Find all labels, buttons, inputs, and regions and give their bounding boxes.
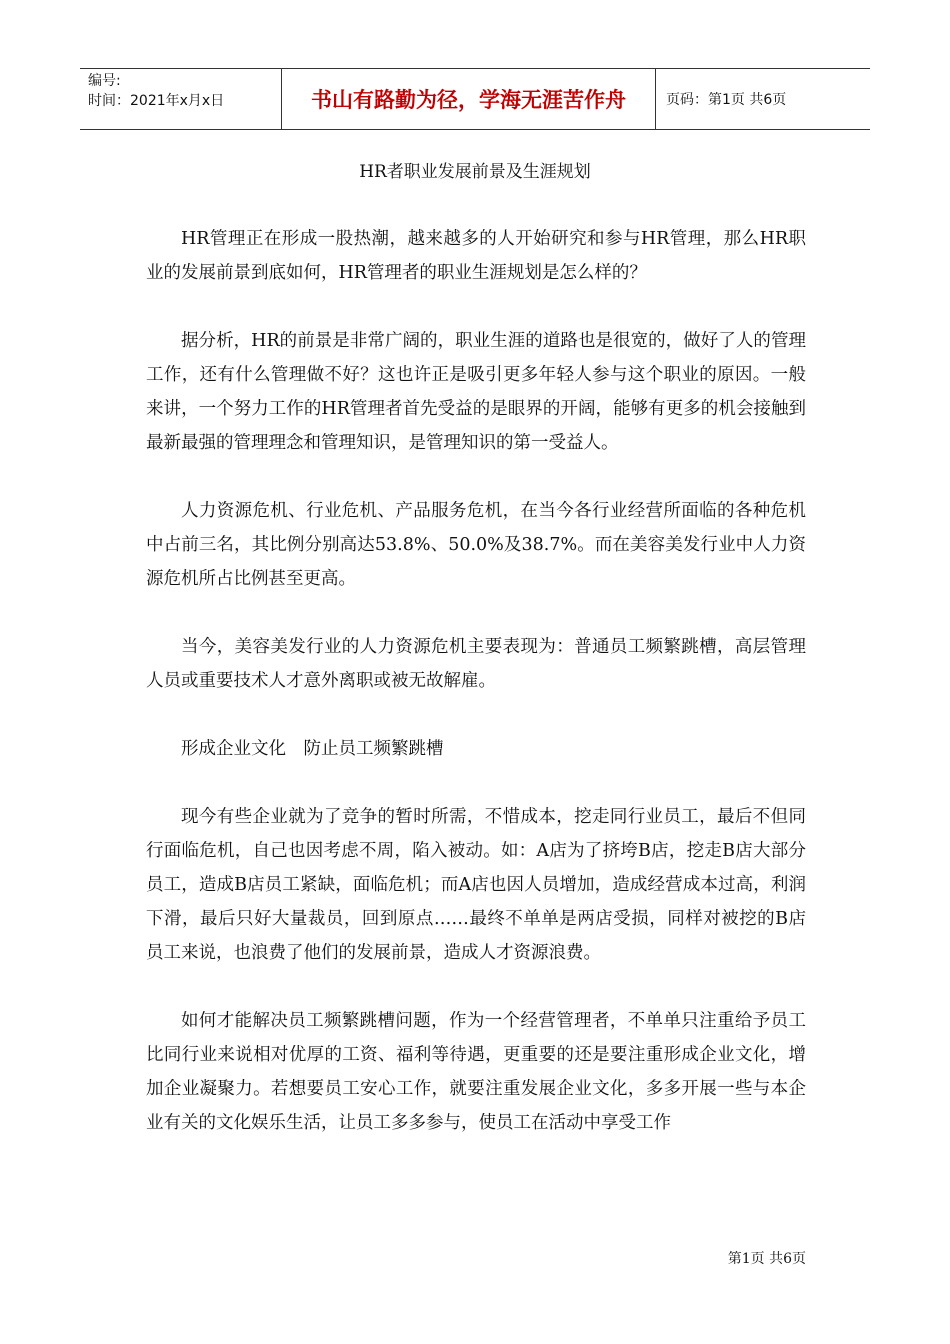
number-label: 编号: <box>88 73 121 89</box>
page-footer: 第1页 共6页 <box>727 1251 806 1267</box>
paragraph: 据分析，HR的前景是非常广阔的，职业生涯的道路也是很宽的，做好了人的管理工作，还有什么管理做不好？这也许正是吸引更多年轻人参与这个职业的原因。一般来讲，一个努力工作的HR管理者首先受益的是眼界的开阔，能够有更多的机会接触到最新最强的管理理念和管理知识，是管理知识的第一受益人。 <box>146 331 806 453</box>
paragraph: 现今有些企业就为了竞争的暂时所需，不惜成本，挖走同行业员工，最后不但同行面临危机，自己也因考虑不周，陷入被动。如：A店为了挤垮B店，挖走B店大部分员工，造成B店员工紧缺，面临危机；而A店也因人员增加，造成经营成本过高，利润下滑，最后只好大量裁员，回到原点……最终不单单是两店受损，同样对被挖的B店员工来说，也浪费了他们的发展前景，造成人才资源浪费。 <box>146 807 806 963</box>
paragraph: 当今，美容美发行业的人力资源危机主要表现为：普通员工频繁跳槽，高层管理人员或重要技术人才意外离职或被无故解雇。 <box>146 637 806 691</box>
document-title: HR者职业发展前景及生涯规划 <box>359 162 591 182</box>
section-heading: 形成企业文化 防止员工频繁跳槽 <box>181 739 444 759</box>
paragraph: 如何才能解决员工频繁跳槽问题，作为一个经营管理者，不单单只注重给予员工比同行业来说相对优厚的工资、福利等待遇，更重要的还是要注重形成企业文化，增加企业凝聚力。若想要员工安心工作，就要注重发展企业文化，多多开展一些与本企业有关的文化娱乐生活，让员工多多参与，使员工在活动中享受工作 <box>146 1011 806 1133</box>
paragraph: 人力资源危机、行业危机、产品服务危机，在当今各行业经营所面临的各种危机中占前三名，其比例分别高达53.8%、50.0%及38.7%。而在美容美发行业中人力资源危机所占比例甚至更高。 <box>146 501 806 589</box>
document-body <box>146 222 806 1174</box>
document-header <box>80 68 870 130</box>
header-page-info: 页码：第1页 共6页 <box>666 92 787 108</box>
date-label: 时间：2021年x月x日 <box>88 93 225 109</box>
paragraph: HR管理正在形成一股热潮，越来越多的人开始研究和参与HR管理，那么HR职业的发展前景到底如何，HR管理者的职业生涯规划是怎么样的？ <box>146 229 806 283</box>
header-meta-cell <box>80 69 282 129</box>
header-motto: 书山有路勤为径，学海无涯苦作舟 <box>282 69 656 129</box>
